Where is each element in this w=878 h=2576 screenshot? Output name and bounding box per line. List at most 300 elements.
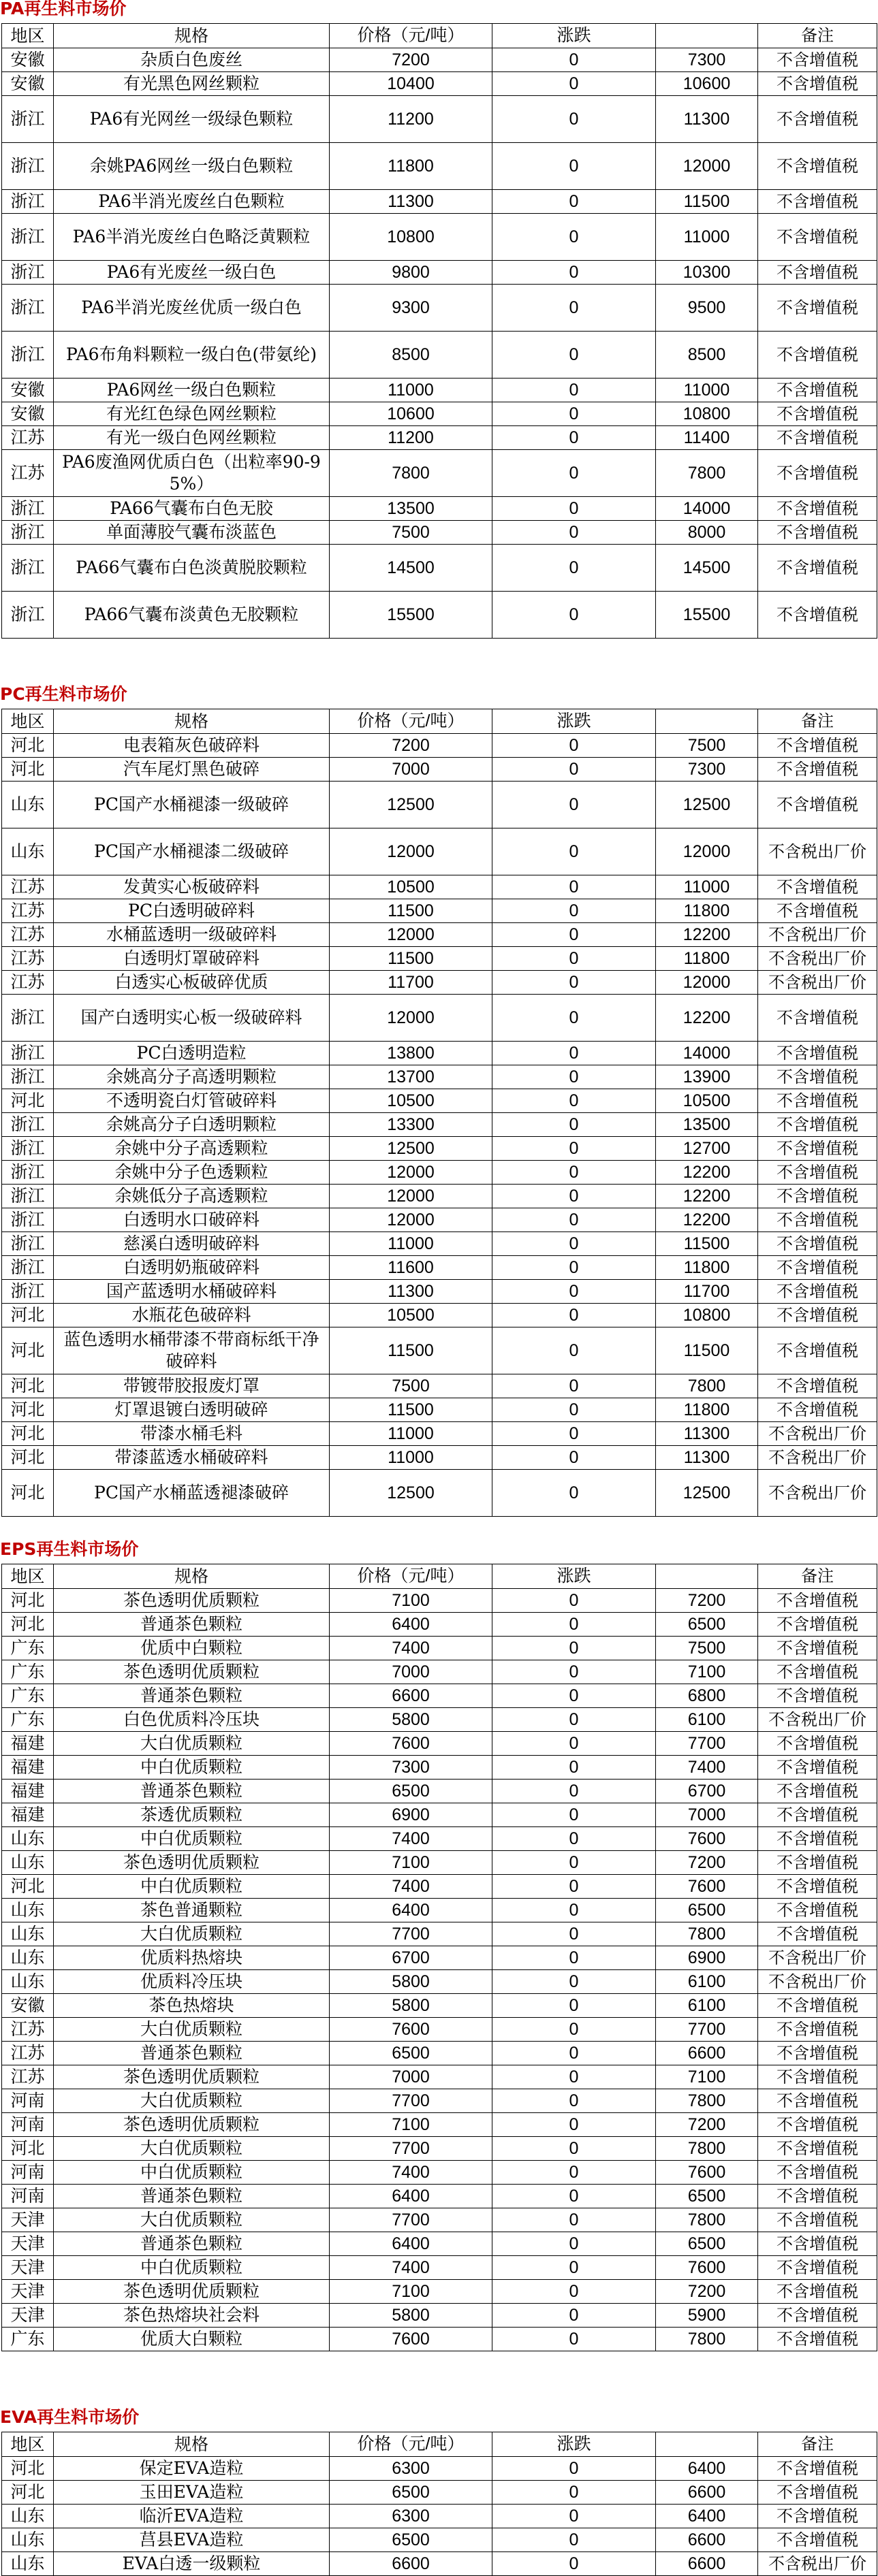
cell-num: 5800 xyxy=(330,1994,492,2018)
table-row xyxy=(2,1161,877,1185)
cell-rem: 不含增值税 xyxy=(758,332,877,379)
cell-num: 5800 xyxy=(330,1708,492,1732)
cell-rem: 不含增值税 xyxy=(758,1660,877,1684)
table-row xyxy=(2,1446,877,1470)
cell-reg: 浙江 xyxy=(2,592,54,639)
cell-num2: 6600 xyxy=(656,2552,758,2576)
cell-rem: 不含增值税 xyxy=(758,2208,877,2232)
cell-num2: 8000 xyxy=(656,521,758,545)
cell-reg: 福建 xyxy=(2,1780,54,1803)
cell-rem: 不含增值税 xyxy=(758,1280,877,1304)
table-row xyxy=(2,1946,877,1970)
cell-num2: 6900 xyxy=(656,1946,758,1970)
price-table xyxy=(1,1564,877,2351)
cell-reg: 江苏 xyxy=(2,947,54,971)
cell-reg: 安徽 xyxy=(2,72,54,96)
cell-reg: 河北 xyxy=(2,734,54,758)
cell-chg: 0 xyxy=(492,782,656,828)
cell-rem: 不含增值税 xyxy=(758,402,877,426)
cell-spec: 有光黑色网丝颗粒 xyxy=(54,72,330,96)
table-row xyxy=(2,734,877,758)
column-header: 地区 xyxy=(2,2432,54,2457)
cell-chg: 0 xyxy=(492,1660,656,1684)
cell-spec: 不透明瓷白灯管破碎料 xyxy=(54,1089,330,1113)
cell-spec: 大白优质颗粒 xyxy=(54,2018,330,2042)
table-row xyxy=(2,379,877,402)
cell-spec: PA6布角料颗粒一级白色(带氨纶) xyxy=(54,332,330,379)
cell-rem: 不含增值税 xyxy=(758,1327,877,1374)
cell-rem: 不含增值税 xyxy=(758,72,877,96)
cell-rem: 不含增值税 xyxy=(758,1875,877,1899)
table-row xyxy=(2,1113,877,1137)
cell-reg: 河北 xyxy=(2,2481,54,2505)
table-row xyxy=(2,2280,877,2304)
cell-num: 7400 xyxy=(330,2161,492,2185)
cell-reg: 河北 xyxy=(2,1089,54,1113)
cell-reg: 江苏 xyxy=(2,923,54,947)
cell-spec: 莒县EVA造粒 xyxy=(54,2528,330,2552)
cell-num: 11800 xyxy=(330,143,492,190)
cell-spec: 大白优质颗粒 xyxy=(54,1922,330,1946)
cell-reg: 江苏 xyxy=(2,971,54,995)
cell-spec: 有光一级白色网丝颗粒 xyxy=(54,426,330,450)
cell-chg: 0 xyxy=(492,1827,656,1851)
cell-rem: 不含税出厂价 xyxy=(758,1446,877,1470)
cell-reg: 河北 xyxy=(2,2457,54,2481)
table-row xyxy=(2,875,877,899)
cell-num2: 12700 xyxy=(656,1137,758,1161)
cell-chg: 0 xyxy=(492,1256,656,1280)
column-header: 涨跌 xyxy=(492,2432,656,2457)
cell-spec: 茶色透明优质颗粒 xyxy=(54,2280,330,2304)
cell-reg: 广东 xyxy=(2,1660,54,1684)
cell-num2: 14500 xyxy=(656,545,758,592)
cell-chg: 0 xyxy=(492,1946,656,1970)
cell-reg: 山东 xyxy=(2,2528,54,2552)
cell-chg: 0 xyxy=(492,379,656,402)
cell-num: 10500 xyxy=(330,1089,492,1113)
cell-num: 7700 xyxy=(330,1922,492,1946)
cell-num2: 15500 xyxy=(656,592,758,639)
cell-spec: 灯罩退镀白透明破碎 xyxy=(54,1398,330,1422)
cell-num2: 9500 xyxy=(656,285,758,332)
cell-num: 7500 xyxy=(330,1374,492,1398)
cell-chg: 0 xyxy=(492,1589,656,1613)
cell-chg: 0 xyxy=(492,1137,656,1161)
cell-num: 6400 xyxy=(330,2232,492,2256)
cell-reg: 江苏 xyxy=(2,2042,54,2065)
table-row xyxy=(2,1637,877,1660)
cell-reg: 浙江 xyxy=(2,1208,54,1232)
cell-spec: PA6有光废丝一级白色 xyxy=(54,261,330,285)
cell-chg: 0 xyxy=(492,1446,656,1470)
table-row xyxy=(2,1613,877,1637)
table-row xyxy=(2,971,877,995)
cell-num2: 10500 xyxy=(656,1089,758,1113)
cell-rem: 不含增值税 xyxy=(758,1684,877,1708)
cell-spec: 蓝色透明水桶带漆不带商标纸干净破碎料 xyxy=(54,1327,330,1374)
cell-rem: 不含增值税 xyxy=(758,2328,877,2351)
cell-chg: 0 xyxy=(492,1089,656,1113)
cell-num2: 11500 xyxy=(656,1327,758,1374)
table-row xyxy=(2,1398,877,1422)
cell-num: 12000 xyxy=(330,828,492,875)
cell-reg: 浙江 xyxy=(2,96,54,143)
cell-rem: 不含增值税 xyxy=(758,2457,877,2481)
cell-num2: 7300 xyxy=(656,758,758,782)
table-row xyxy=(2,214,877,261)
cell-spec: PC国产水桶蓝透褪漆破碎 xyxy=(54,1470,330,1517)
cell-rem: 不含增值税 xyxy=(758,1113,877,1137)
price-table xyxy=(1,709,877,1517)
cell-reg: 福建 xyxy=(2,1732,54,1756)
cell-spec: 余姚中分子色透颗粒 xyxy=(54,1161,330,1185)
cell-spec: PC白透明造粒 xyxy=(54,1042,330,1065)
table-row xyxy=(2,2304,877,2328)
cell-num: 12500 xyxy=(330,1137,492,1161)
column-header: 价格（元/吨） xyxy=(330,24,492,48)
table-row xyxy=(2,2256,877,2280)
cell-rem: 不含税出厂价 xyxy=(758,947,877,971)
cell-spec: 国产蓝透明水桶破碎料 xyxy=(54,1280,330,1304)
column-header: 备注 xyxy=(758,1564,877,1589)
cell-chg: 0 xyxy=(492,1113,656,1137)
table-row xyxy=(2,1732,877,1756)
cell-rem: 不含增值税 xyxy=(758,2280,877,2304)
cell-chg: 0 xyxy=(492,2089,656,2113)
cell-chg: 0 xyxy=(492,2208,656,2232)
cell-num: 10800 xyxy=(330,214,492,261)
table-row xyxy=(2,1137,877,1161)
cell-spec: 中白优质颗粒 xyxy=(54,2161,330,2185)
cell-chg: 0 xyxy=(492,1398,656,1422)
table-row xyxy=(2,1994,877,2018)
cell-spec: 普通茶色颗粒 xyxy=(54,1613,330,1637)
cell-rem: 不含增值税 xyxy=(758,1208,877,1232)
cell-spec: 茶色普通颗粒 xyxy=(54,1899,330,1922)
cell-chg: 0 xyxy=(492,592,656,639)
cell-chg: 0 xyxy=(492,899,656,923)
cell-num: 7600 xyxy=(330,2018,492,2042)
cell-rem: 不含税出厂价 xyxy=(758,1470,877,1517)
table-row xyxy=(2,899,877,923)
cell-num: 6400 xyxy=(330,1613,492,1637)
column-header: 涨跌 xyxy=(492,1564,656,1589)
table-header-row xyxy=(2,1564,877,1589)
cell-spec: 优质大白颗粒 xyxy=(54,2328,330,2351)
table-row xyxy=(2,1374,877,1398)
cell-num: 11500 xyxy=(330,1327,492,1374)
cell-chg: 0 xyxy=(492,521,656,545)
table-row xyxy=(2,1875,877,1899)
cell-reg: 山东 xyxy=(2,1922,54,1946)
cell-spec: PA6网丝一级白色颗粒 xyxy=(54,379,330,402)
cell-rem: 不含增值税 xyxy=(758,1232,877,1256)
cell-reg: 浙江 xyxy=(2,1256,54,1280)
cell-num: 7600 xyxy=(330,1732,492,1756)
cell-chg: 0 xyxy=(492,1304,656,1327)
cell-reg: 浙江 xyxy=(2,285,54,332)
cell-spec: 中白优质颗粒 xyxy=(54,1875,330,1899)
cell-num2: 11800 xyxy=(656,1256,758,1280)
cell-rem: 不含增值税 xyxy=(758,214,877,261)
section-title: EVA再生料市场价 xyxy=(0,2407,140,2427)
cell-num: 12500 xyxy=(330,1470,492,1517)
cell-chg: 0 xyxy=(492,2505,656,2528)
cell-reg: 河北 xyxy=(2,1613,54,1637)
cell-reg: 浙江 xyxy=(2,1232,54,1256)
column-header xyxy=(656,709,758,734)
cell-num2: 7800 xyxy=(656,2208,758,2232)
cell-num2: 7800 xyxy=(656,450,758,497)
cell-chg: 0 xyxy=(492,1851,656,1875)
cell-spec: 白透明奶瓶破碎料 xyxy=(54,1256,330,1280)
cell-num2: 7500 xyxy=(656,1637,758,1660)
cell-spec: 普通茶色颗粒 xyxy=(54,1684,330,1708)
cell-num: 6500 xyxy=(330,1780,492,1803)
column-header: 价格（元/吨） xyxy=(330,709,492,734)
cell-rem: 不含增值税 xyxy=(758,2065,877,2089)
table-row xyxy=(2,1922,877,1946)
table-row xyxy=(2,2137,877,2161)
cell-num2: 10600 xyxy=(656,72,758,96)
section-title: EPS再生料市场价 xyxy=(0,1539,139,1559)
cell-num: 9300 xyxy=(330,285,492,332)
cell-chg: 0 xyxy=(492,1042,656,1065)
table-row xyxy=(2,923,877,947)
cell-num: 10500 xyxy=(330,875,492,899)
cell-spec: 余姚中分子高透颗粒 xyxy=(54,1137,330,1161)
cell-rem: 不含增值税 xyxy=(758,2304,877,2328)
cell-num2: 6100 xyxy=(656,1994,758,2018)
cell-num: 12000 xyxy=(330,1208,492,1232)
cell-num2: 11300 xyxy=(656,96,758,143)
cell-rem: 不含增值税 xyxy=(758,995,877,1042)
cell-rem: 不含增值税 xyxy=(758,1780,877,1803)
cell-rem: 不含税出厂价 xyxy=(758,828,877,875)
cell-rem: 不含增值税 xyxy=(758,190,877,214)
cell-num: 6500 xyxy=(330,2528,492,2552)
cell-reg: 江苏 xyxy=(2,875,54,899)
table-row xyxy=(2,1232,877,1256)
table-row xyxy=(2,592,877,639)
cell-rem: 不含增值税 xyxy=(758,1851,877,1875)
cell-rem: 不含增值税 xyxy=(758,545,877,592)
cell-num2: 6500 xyxy=(656,2185,758,2208)
cell-num2: 12000 xyxy=(656,143,758,190)
column-header xyxy=(656,2432,758,2457)
cell-num: 7700 xyxy=(330,2137,492,2161)
table-row xyxy=(2,1280,877,1304)
cell-rem: 不含增值税 xyxy=(758,1732,877,1756)
cell-num: 6600 xyxy=(330,2552,492,2576)
column-header: 涨跌 xyxy=(492,24,656,48)
cell-spec: 普通茶色颗粒 xyxy=(54,2185,330,2208)
cell-num: 7000 xyxy=(330,1660,492,1684)
cell-reg: 江苏 xyxy=(2,2018,54,2042)
cell-reg: 山东 xyxy=(2,1851,54,1875)
price-table xyxy=(1,2432,877,2576)
cell-num2: 7600 xyxy=(656,1827,758,1851)
cell-chg: 0 xyxy=(492,1327,656,1374)
cell-num: 11500 xyxy=(330,947,492,971)
cell-reg: 河南 xyxy=(2,2113,54,2137)
table-row xyxy=(2,545,877,592)
cell-rem: 不含增值税 xyxy=(758,2018,877,2042)
cell-reg: 江苏 xyxy=(2,426,54,450)
cell-rem: 不含增值税 xyxy=(758,734,877,758)
table-row xyxy=(2,1970,877,1994)
cell-reg: 浙江 xyxy=(2,545,54,592)
cell-reg: 浙江 xyxy=(2,143,54,190)
cell-num: 7500 xyxy=(330,521,492,545)
cell-reg: 广东 xyxy=(2,1637,54,1660)
column-header: 规格 xyxy=(54,24,330,48)
cell-spec: EVA白透一级颗粒 xyxy=(54,2552,330,2576)
cell-chg: 0 xyxy=(492,1922,656,1946)
cell-rem: 不含税出厂价 xyxy=(758,1970,877,1994)
cell-reg: 河北 xyxy=(2,1589,54,1613)
cell-num2: 6600 xyxy=(656,2481,758,2505)
cell-reg: 江苏 xyxy=(2,450,54,497)
cell-num2: 5900 xyxy=(656,2304,758,2328)
cell-reg: 江苏 xyxy=(2,899,54,923)
cell-num: 5800 xyxy=(330,1970,492,1994)
cell-num2: 6100 xyxy=(656,1708,758,1732)
cell-spec: 茶色透明优质颗粒 xyxy=(54,1660,330,1684)
table-row xyxy=(2,190,877,214)
column-header: 涨跌 xyxy=(492,709,656,734)
cell-num2: 11800 xyxy=(656,899,758,923)
table-row xyxy=(2,2232,877,2256)
cell-spec: 有光红色绿色网丝颗粒 xyxy=(54,402,330,426)
cell-reg: 天津 xyxy=(2,2280,54,2304)
table-row xyxy=(2,1185,877,1208)
cell-chg: 0 xyxy=(492,1161,656,1185)
cell-num2: 7700 xyxy=(656,2018,758,2042)
cell-chg: 0 xyxy=(492,426,656,450)
cell-num: 7100 xyxy=(330,1589,492,1613)
table-row xyxy=(2,782,877,828)
table-row xyxy=(2,285,877,332)
cell-spec: PA6废渔网优质白色（出粒率90-95%） xyxy=(54,450,330,497)
cell-rem: 不含增值税 xyxy=(758,2481,877,2505)
table-row xyxy=(2,402,877,426)
cell-num: 11500 xyxy=(330,1398,492,1422)
cell-rem: 不含增值税 xyxy=(758,2528,877,2552)
cell-rem: 不含增值税 xyxy=(758,1922,877,1946)
cell-num: 7700 xyxy=(330,2089,492,2113)
cell-reg: 浙江 xyxy=(2,1113,54,1137)
cell-chg: 0 xyxy=(492,2280,656,2304)
cell-num2: 11800 xyxy=(656,947,758,971)
table-header-row xyxy=(2,709,877,734)
table-row xyxy=(2,2161,877,2185)
cell-rem: 不含增值税 xyxy=(758,1899,877,1922)
cell-spec: 白透实心板破碎优质 xyxy=(54,971,330,995)
cell-num2: 12200 xyxy=(656,995,758,1042)
cell-num2: 12500 xyxy=(656,1470,758,1517)
cell-chg: 0 xyxy=(492,1899,656,1922)
cell-chg: 0 xyxy=(492,402,656,426)
cell-reg: 河南 xyxy=(2,2161,54,2185)
cell-num2: 7600 xyxy=(656,2256,758,2280)
cell-reg: 浙江 xyxy=(2,995,54,1042)
cell-num: 11600 xyxy=(330,1256,492,1280)
column-header xyxy=(656,24,758,48)
cell-reg: 广东 xyxy=(2,1708,54,1732)
cell-num: 6500 xyxy=(330,2481,492,2505)
cell-num: 6900 xyxy=(330,1803,492,1827)
cell-spec: 临沂EVA造粒 xyxy=(54,2505,330,2528)
table-row xyxy=(2,1851,877,1875)
cell-reg: 山东 xyxy=(2,1827,54,1851)
cell-num: 9800 xyxy=(330,261,492,285)
cell-chg: 0 xyxy=(492,758,656,782)
cell-num: 13700 xyxy=(330,1065,492,1089)
section-title: PC再生料市场价 xyxy=(0,684,127,704)
column-header: 地区 xyxy=(2,709,54,734)
cell-num2: 6500 xyxy=(656,1899,758,1922)
cell-num: 7400 xyxy=(330,1875,492,1899)
cell-chg: 0 xyxy=(492,2528,656,2552)
cell-rem: 不含增值税 xyxy=(758,1398,877,1422)
cell-rem: 不含增值税 xyxy=(758,1374,877,1398)
cell-num2: 7600 xyxy=(656,2161,758,2185)
cell-num2: 11700 xyxy=(656,1280,758,1304)
table-row xyxy=(2,2089,877,2113)
cell-rem: 不含税出厂价 xyxy=(758,1708,877,1732)
cell-reg: 河北 xyxy=(2,2137,54,2161)
cell-reg: 天津 xyxy=(2,2304,54,2328)
table-row xyxy=(2,1327,877,1374)
cell-chg: 0 xyxy=(492,1185,656,1208)
column-header: 备注 xyxy=(758,2432,877,2457)
cell-num2: 11800 xyxy=(656,1398,758,1422)
cell-num2: 10800 xyxy=(656,402,758,426)
cell-num2: 12000 xyxy=(656,971,758,995)
table-row xyxy=(2,2528,877,2552)
cell-rem: 不含增值税 xyxy=(758,2042,877,2065)
table-row xyxy=(2,2328,877,2351)
cell-num2: 6400 xyxy=(656,2505,758,2528)
cell-num: 6500 xyxy=(330,2042,492,2065)
cell-spec: 带漆蓝透水桶破碎料 xyxy=(54,1446,330,1470)
cell-num2: 7300 xyxy=(656,48,758,72)
price-table xyxy=(1,23,877,639)
cell-rem: 不含增值税 xyxy=(758,1756,877,1780)
table-row xyxy=(2,1708,877,1732)
cell-rem: 不含增值税 xyxy=(758,143,877,190)
cell-num: 7400 xyxy=(330,1827,492,1851)
cell-chg: 0 xyxy=(492,1780,656,1803)
cell-num: 11300 xyxy=(330,190,492,214)
cell-chg: 0 xyxy=(492,497,656,521)
cell-rem: 不含增值税 xyxy=(758,450,877,497)
cell-chg: 0 xyxy=(492,2113,656,2137)
table-row xyxy=(2,1899,877,1922)
cell-chg: 0 xyxy=(492,545,656,592)
cell-reg: 河北 xyxy=(2,1470,54,1517)
cell-num2: 13900 xyxy=(656,1065,758,1089)
cell-num: 12500 xyxy=(330,782,492,828)
cell-num: 14500 xyxy=(330,545,492,592)
cell-rem: 不含增值税 xyxy=(758,96,877,143)
cell-reg: 河北 xyxy=(2,1398,54,1422)
cell-spec: PA6半消光废丝白色略泛黄颗粒 xyxy=(54,214,330,261)
cell-num2: 13500 xyxy=(656,1113,758,1137)
cell-rem: 不含增值税 xyxy=(758,875,877,899)
